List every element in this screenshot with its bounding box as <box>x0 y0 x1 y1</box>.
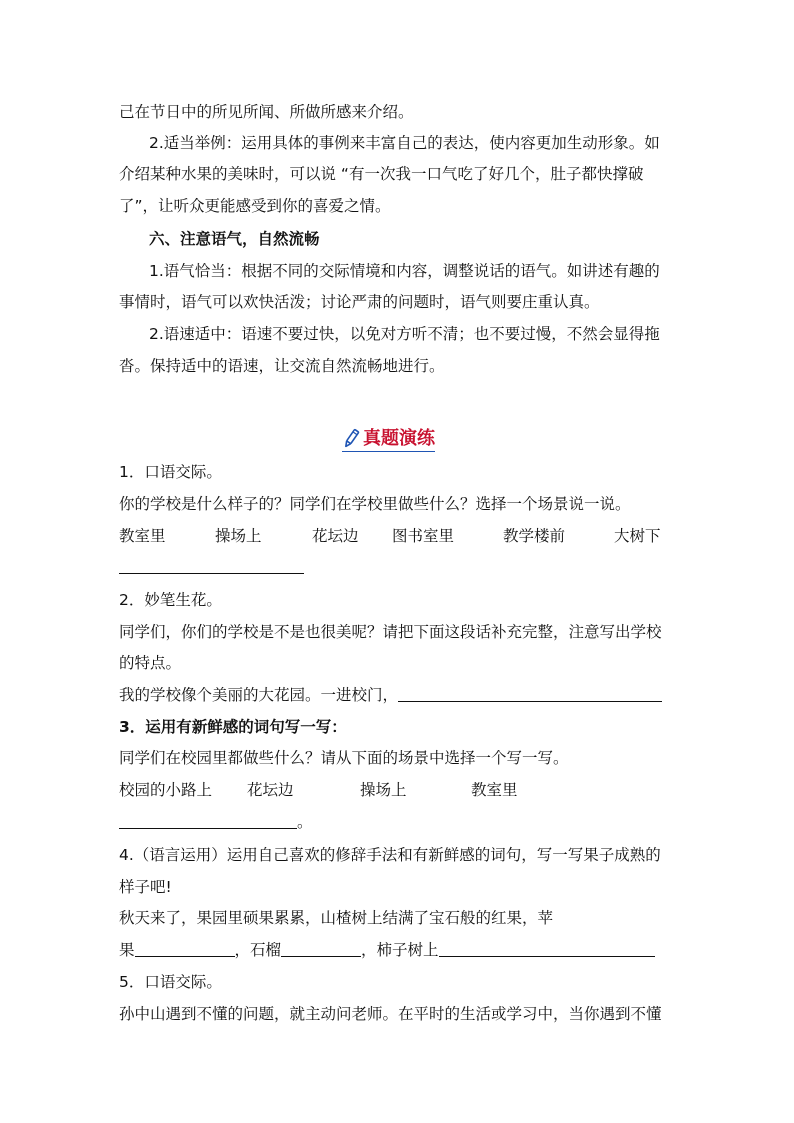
section6-heading: 六、注意语气，自然流畅 <box>149 230 320 248</box>
q1-option: 教室里 <box>119 527 166 545</box>
q1-answer-line[interactable] <box>119 557 304 577</box>
q4-fill-a-label: 果 <box>119 941 135 959</box>
q3-option: 操场上 <box>360 781 407 799</box>
q1-answer-blank[interactable] <box>119 557 304 574</box>
q3-option: 校园的小路上 <box>119 781 213 799</box>
q4-blank-apple[interactable] <box>135 940 235 957</box>
section6-p2-line-2: 沓。保持适中的语速，让交流自然流畅地进行。 <box>119 357 445 375</box>
q4-line-3: 秋天来了，果园里硕果累累，山楂树上结满了宝石般的红果，苹 <box>119 909 554 927</box>
q2-prompt-line <box>119 685 662 705</box>
q1-option: 教学楼前 <box>503 527 566 545</box>
q3-answer-blank[interactable] <box>119 812 297 829</box>
intro-line-1: 己在节日中的所见所闻、所做所感来介绍。 <box>119 103 414 121</box>
q5-text: 孙中山遇到不懂的问题，就主动问老师。在平时的生活或学习中，当你遇到不懂 <box>119 1005 662 1023</box>
q2-answer-blank[interactable] <box>398 685 662 702</box>
intro-point2-line-1: 2.适当举例：运用具体的事例来丰富自己的表达，使内容更加生动形象。如 <box>149 134 660 152</box>
q3-answer-line <box>119 812 313 832</box>
q1-option: 大树下 <box>614 527 661 545</box>
section6-p2-line-1: 2.语速适中：语速不要过快，以免对方听不清；也不要过慢，不然会显得拖 <box>149 325 660 343</box>
q2-text-line-1: 同学们，你们的学校是不是也很美呢？请把下面这段话补充完整，注意写出学校 <box>119 623 662 641</box>
q4-line-1: 4.（语言运用）运用自己喜欢的修辞手法和有新鲜感的词句，写一写果子成熟的 <box>119 846 661 864</box>
q2-text-line-2: 的特点。 <box>119 654 182 672</box>
q3-options <box>0 780 794 800</box>
intro-point2-line-2: 介绍某种水果的美味时，可以说 “有一次我一口气吃了好几个，肚子都快撑破 <box>119 165 644 183</box>
q1-text: 你的学校是什么样子的？同学们在学校里做些什么？选择一个场景说一说。 <box>119 495 631 513</box>
q3-end-mark: 。 <box>297 813 313 831</box>
section6-p1-line-2: 事情时，语气可以欢快活泼；讨论严肃的问题时，语气则要庄重认真。 <box>119 293 600 311</box>
q2-title: 2．妙笔生花。 <box>119 591 222 609</box>
q2-prompt: 我的学校像个美丽的大花园。一进校门， <box>119 686 399 704</box>
section6-p1-line-1: 1.语气恰当：根据不同的交际情境和内容，调整说话的语气。如讲述有趣的 <box>149 262 660 280</box>
q5-title: 5．口语交际。 <box>119 973 222 991</box>
q1-title: 1．口语交际。 <box>119 463 222 481</box>
q3-option: 教室里 <box>471 781 518 799</box>
q4-blank-persimmon[interactable] <box>439 940 655 957</box>
intro-point2-line-3: 了”，让听众更能感受到你的喜爱之情。 <box>119 197 391 215</box>
q4-fill-line <box>119 940 655 960</box>
q1-option: 花坛边 <box>312 527 359 545</box>
practice-title-text: 真题演练 <box>363 428 435 449</box>
practice-title <box>342 424 435 452</box>
q3-option: 花坛边 <box>247 781 294 799</box>
q3-title: 3．运用有新鲜感的词句写一写： <box>119 718 347 736</box>
q4-fill-c-label: ，柿子树上 <box>361 941 439 959</box>
q4-fill-b-label: ，石榴 <box>234 941 282 959</box>
pencil-icon <box>342 428 360 450</box>
q1-option: 操场上 <box>215 527 262 545</box>
q4-blank-pomegranate[interactable] <box>281 940 361 957</box>
q3-text: 同学们在校园里都做些什么？请从下面的场景中选择一个写一写。 <box>119 749 569 767</box>
q4-line-2: 样子吧! <box>119 878 172 896</box>
q1-option: 图书室里 <box>392 527 455 545</box>
q1-options <box>0 526 794 546</box>
